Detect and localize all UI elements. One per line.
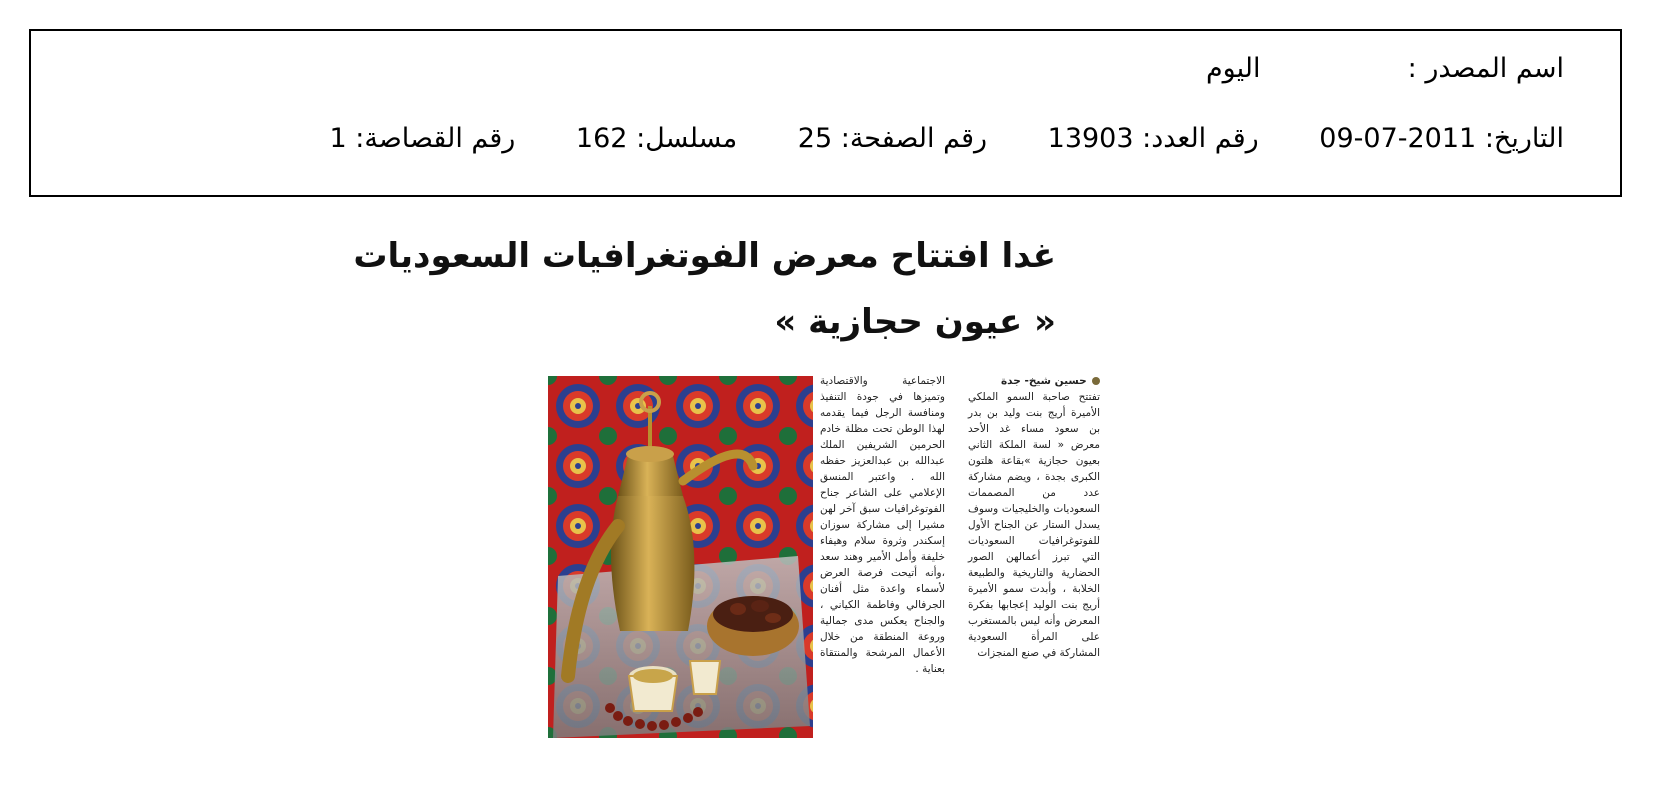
column-1-text: تفتتح صاحبة السمو الملكي الأميرة أريج بنت وليد بن بدر بن سعود مساء غد الأحد معرض « لسة الملكة الثاني بعيون حجازية »بقاعة هلتون الكبرى بجدة ، ويضم مشاركة عدد من المصممات السعوديات والخليجيات وسوف يسدل الستار عن الجناح الأول للفوتوغرافيات السعوديات التي تبرز أعمالهن الصور الحضارية والتاريخية والطبيعة الخلابة ، وأبدت سمو الأميرة أريج بنت الوليد إعجابها بفكرة المعرض وأنه ليس بالمستغرب على المرأة السعودية المشاركة في صنع المنجزات — [968, 391, 1100, 659]
serial-label: مسلسل: — [636, 123, 738, 154]
page-field — [798, 123, 987, 154]
coffee-cup-back — [690, 661, 720, 694]
source-value: اليوم — [1205, 53, 1261, 84]
source-row — [1206, 53, 1564, 84]
clip-label: رقم القصاصة: — [355, 123, 516, 154]
byline — [968, 373, 1100, 389]
issue-field — [1048, 123, 1259, 154]
article-column-1 — [968, 373, 1100, 661]
serial-field — [576, 123, 737, 154]
page-value: 25 — [797, 123, 833, 154]
serial-value: 162 — [575, 123, 628, 154]
issue-value: 13903 — [1047, 123, 1134, 154]
meta-row — [330, 123, 1564, 154]
page-label: رقم الصفحة: — [840, 123, 988, 154]
clip-field — [330, 123, 516, 154]
source-info-box — [29, 29, 1622, 197]
article-subheadline: « عيون حجازية » — [774, 302, 1056, 342]
date-field — [1319, 123, 1564, 154]
source-label: اسم المصدر : — [1407, 53, 1564, 84]
date-label: التاريخ: — [1484, 123, 1564, 154]
article-photo-coffee-pot — [548, 376, 813, 738]
byline-text: حسين شيخ- جدة — [1000, 375, 1087, 387]
dallah-body — [611, 496, 694, 631]
bullet-icon — [1092, 377, 1100, 385]
article-column-2 — [820, 373, 945, 677]
date-value: 2011-07-09 — [1319, 123, 1477, 154]
issue-label: رقم العدد: — [1142, 123, 1259, 154]
article-headline: غدا افتتاح معرض الفوتغرافيات السعوديات — [353, 236, 1056, 276]
clip-value: 1 — [329, 123, 347, 154]
column-2-text: الاجتماعية والاقتصادية وتميزها في جودة التنفيذ ومنافسة الرجل فيما يقدمه لهذا الوطن تحت مظلة خادم الحرمين الشريفين الملك عبدالله بن عبدالعزيز حفظه الله . واعتبر المنسق الإعلامي على الشاعر جناح الفوتوغرافيات سبق آخر لهن مشيرا إلى مشاركة سوزان إسكندر وثروة سلام وهيفاء خليفة وأمل الأمير وهند سعد ،وأنه أتيحت فرصة العرض لأسماء واعدة مثل أفنان الجرفالي وفاطمة الكياني ، والجناح يعكس مدى جمالية وروعة المنطقة من خلال الأعمال المرشحة والمنتقاة بعناية . — [820, 375, 945, 675]
